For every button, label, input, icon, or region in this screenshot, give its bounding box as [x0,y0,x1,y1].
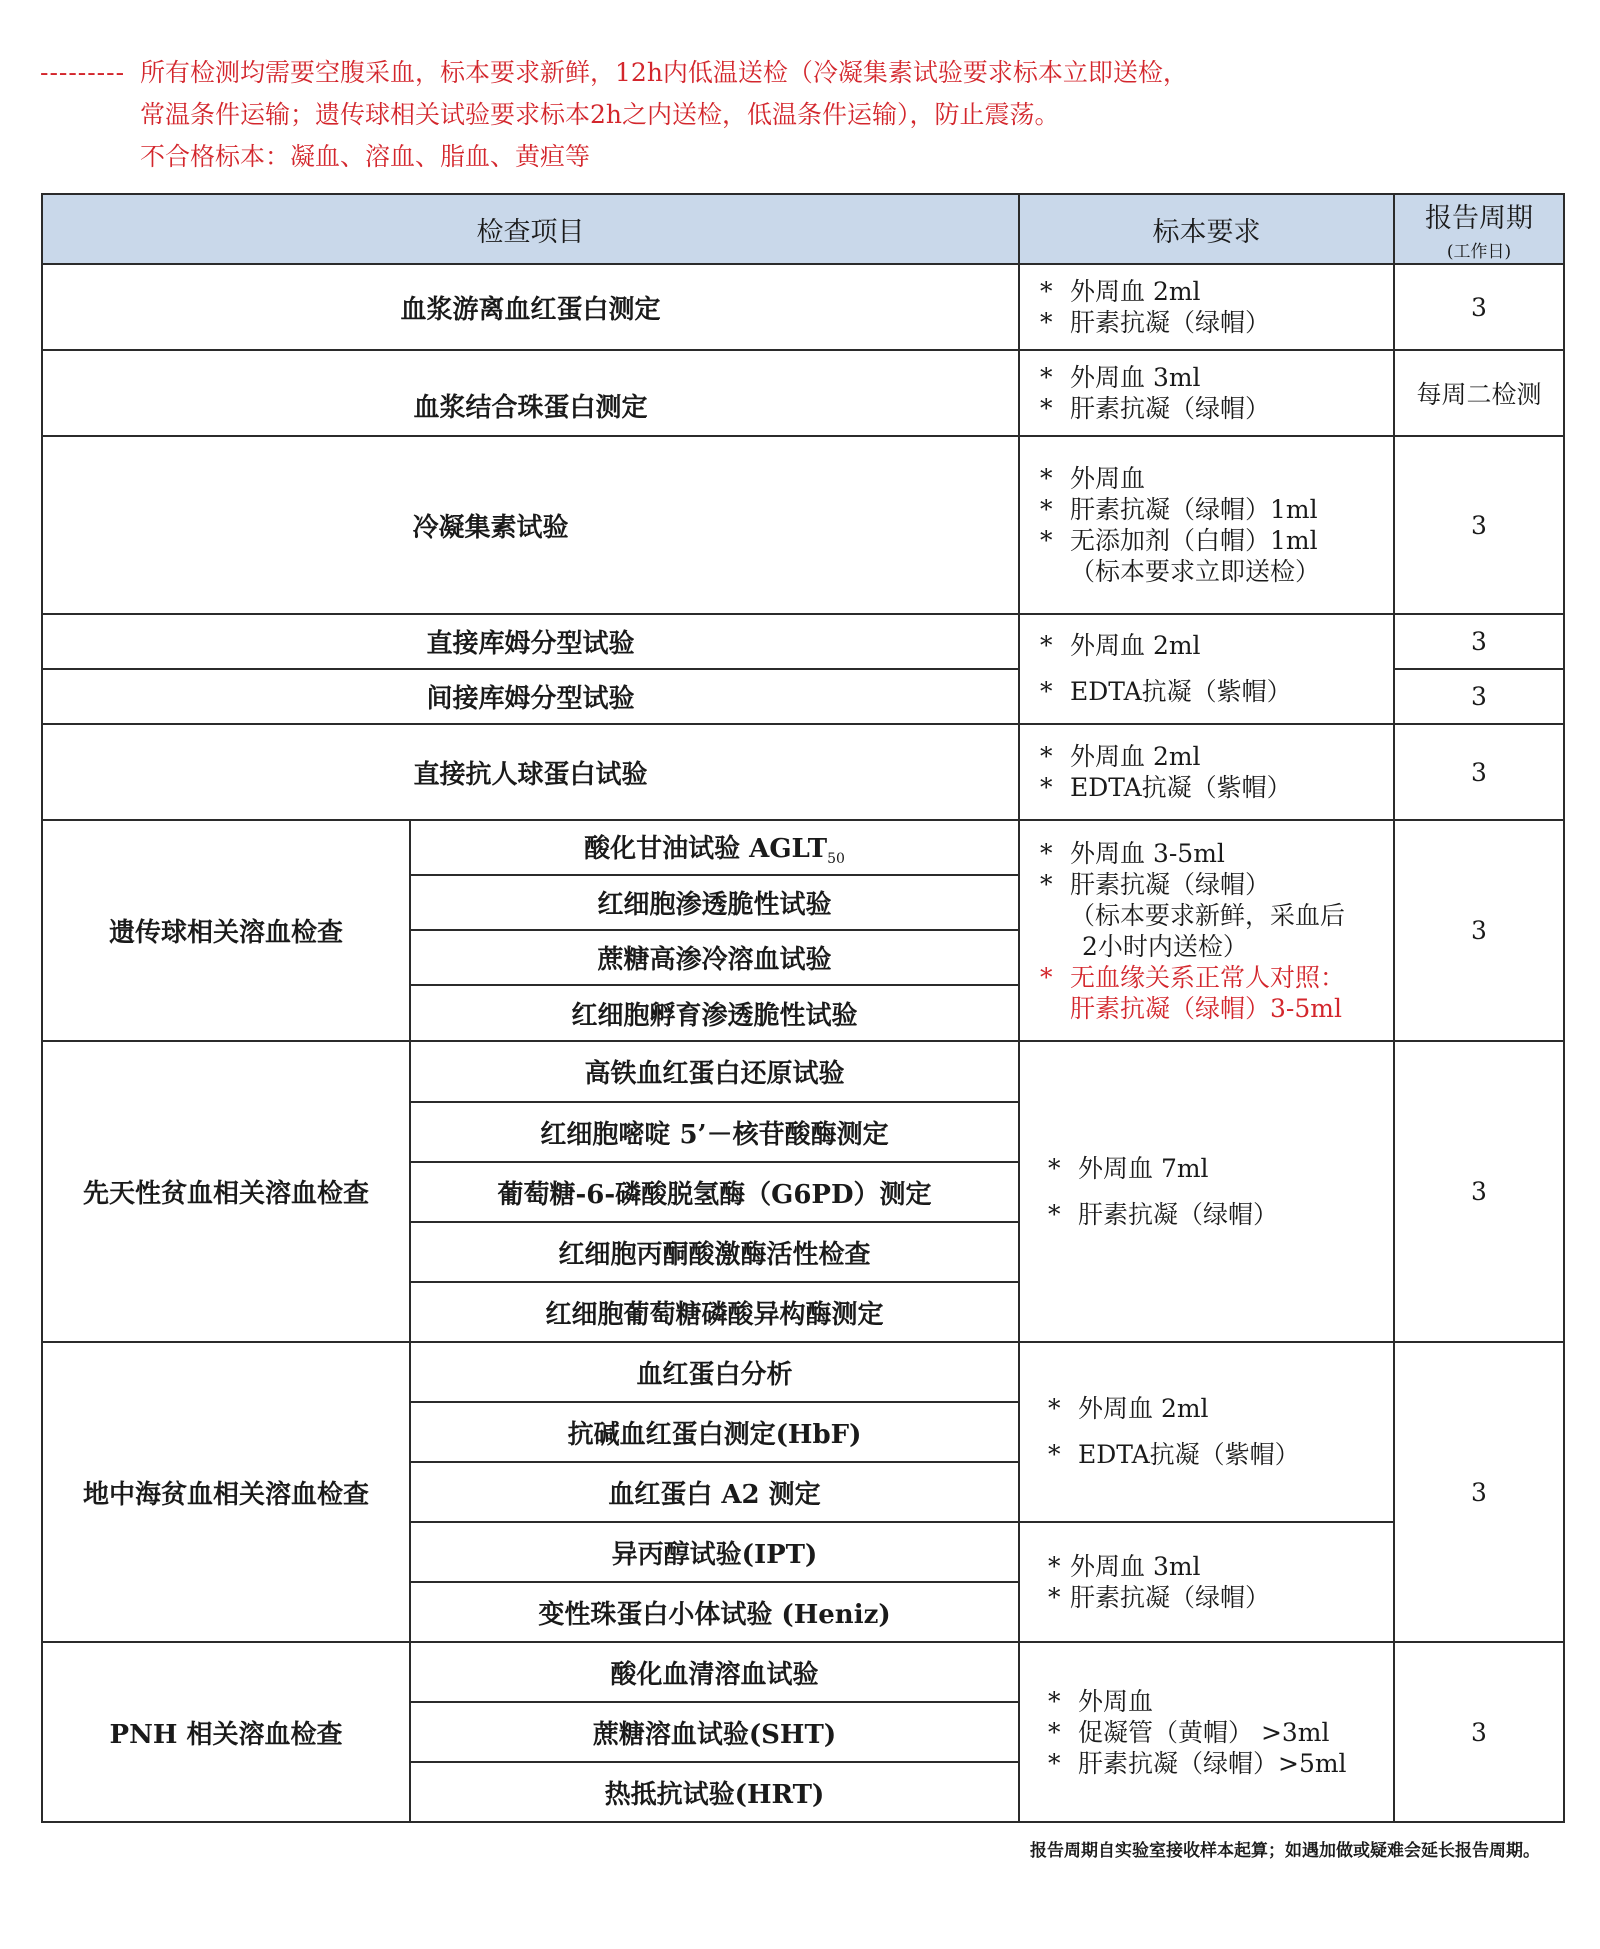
test-item: 直接抗人球蛋白试验 [42,724,1019,820]
notes-block [40,52,1540,178]
footer-note: 报告周期自实验室接收样本起算；如遇加做或疑难会延长报告周期。 [1030,1841,1540,1861]
table-row [42,1642,1564,1702]
specimen-cell: * 外周血 3-5ml * 肝素抗凝（绿帽） （标本要求新鲜，采血后 2小时内送检） * 无血缘关系正常人对照： 肝素抗凝（绿帽）3-5ml [1019,820,1394,1041]
group-item: 红细胞嘧啶 5’－核苷酸酶测定 [410,1102,1019,1162]
specimen-cell: * 外周血 * 肝素抗凝（绿帽）1ml * 无添加剂（白帽）1ml （标本要求立即送检） [1019,436,1394,614]
report-period: 3 [1394,1041,1564,1342]
specimen-cell: * 外周血 2ml * 肝素抗凝（绿帽） [1019,264,1394,350]
note-line-3: 不合格标本：凝血、溶血、脂血、黄疸等 [140,142,591,171]
header-period-sub: (工作日) [1446,242,1512,262]
group-hs-name: 遗传球相关溶血检查 [42,820,410,1041]
test-item: 血浆游离血红蛋白测定 [42,264,1019,350]
group-item: 红细胞孵育渗透脆性试验 [410,985,1019,1041]
table-row [42,264,1564,350]
report-period: 每周二检测 [1394,350,1564,436]
specimen-cell: * 外周血 7ml * 肝素抗凝（绿帽） [1019,1041,1394,1342]
group-item: 血红蛋白分析 [410,1342,1019,1402]
report-period: 3 [1394,1342,1564,1642]
report-period: 3 [1394,614,1564,669]
report-period: 3 [1394,1642,1564,1822]
group-item: 葡萄糖-6-磷酸脱氢酶（G6PD）测定 [410,1162,1019,1222]
header-row [42,194,1564,264]
group-item: 蔗糖溶血试验(SHT) [410,1702,1019,1762]
specimen-cell: * 外周血 * 促凝管（黄帽） >3ml * 肝素抗凝（绿帽）>5ml [1019,1642,1394,1822]
specimen-cell: * 外周血 3ml * 肝素抗凝（绿帽） [1019,1522,1394,1642]
group-pnh-name: PNH 相关溶血检查 [42,1642,410,1822]
group-item: 酸化甘油试验 $AGLT_{50}$ [410,820,1019,875]
group-item: 血红蛋白 A2 测定 [410,1462,1019,1522]
table-row [42,724,1564,820]
note-line-1: 所有检测均需要空腹采血，标本要求新鲜，12h内低温送检（冷凝集素试验要求标本立即送检， [140,58,1188,87]
test-item: 间接库姆分型试验 [42,669,1019,724]
specimen-cell: * 外周血 2ml * EDTA抗凝（紫帽） [1019,1342,1394,1522]
group-item: 抗碱血红蛋白测定(HbF) [410,1402,1019,1462]
group-ca-name: 先天性贫血相关溶血检查 [42,1041,410,1342]
test-item: 血浆结合珠蛋白测定 [42,350,1019,436]
group-item: 热抵抗试验(HRT) [410,1762,1019,1822]
header-specimen: 标本要求 [1019,194,1394,264]
specimen-cell: * 外周血 2ml * EDTA抗凝（紫帽） [1019,614,1394,724]
group-item: 红细胞葡萄糖磷酸异构酶测定 [410,1282,1019,1342]
report-period: 3 [1394,436,1564,614]
table-row [42,614,1564,669]
test-table [41,193,1565,1823]
test-item: 直接库姆分型试验 [42,614,1019,669]
notes-dash: --------- [40,58,126,87]
report-period: 3 [1394,820,1564,1041]
header-period-title: 报告周期 [1425,203,1533,234]
header-item: 检查项目 [42,194,1019,264]
group-item: 蔗糖高渗冷溶血试验 [410,930,1019,985]
specimen-cell: * 外周血 3ml * 肝素抗凝（绿帽） [1019,350,1394,436]
report-period: 3 [1394,669,1564,724]
specimen-cell: * 外周血 2ml * EDTA抗凝（紫帽） [1019,724,1394,820]
group-item: 高铁血红蛋白还原试验 [410,1041,1019,1102]
group-item: 变性珠蛋白小体试验 (Heniz) [410,1582,1019,1642]
header-period [1394,194,1564,264]
group-item: 异丙醇试验(IPT) [410,1522,1019,1582]
note-line-2: 常温条件运输；遗传球相关试验要求标本2h之内送检，低温条件运输），防止震荡。 [140,100,1060,129]
table-row [42,1342,1564,1402]
report-period: 3 [1394,264,1564,350]
report-period: 3 [1394,724,1564,820]
group-item: 红细胞丙酮酸激酶活性检查 [410,1222,1019,1282]
table-row [42,820,1564,875]
group-item: 红细胞渗透脆性试验 [410,875,1019,930]
test-item: 冷凝集素试验 [42,436,1019,614]
group-th-name: 地中海贫血相关溶血检查 [42,1342,410,1642]
table-row [42,1041,1564,1102]
table-row [42,350,1564,436]
table-row [42,436,1564,614]
group-item: 酸化血清溶血试验 [410,1642,1019,1702]
